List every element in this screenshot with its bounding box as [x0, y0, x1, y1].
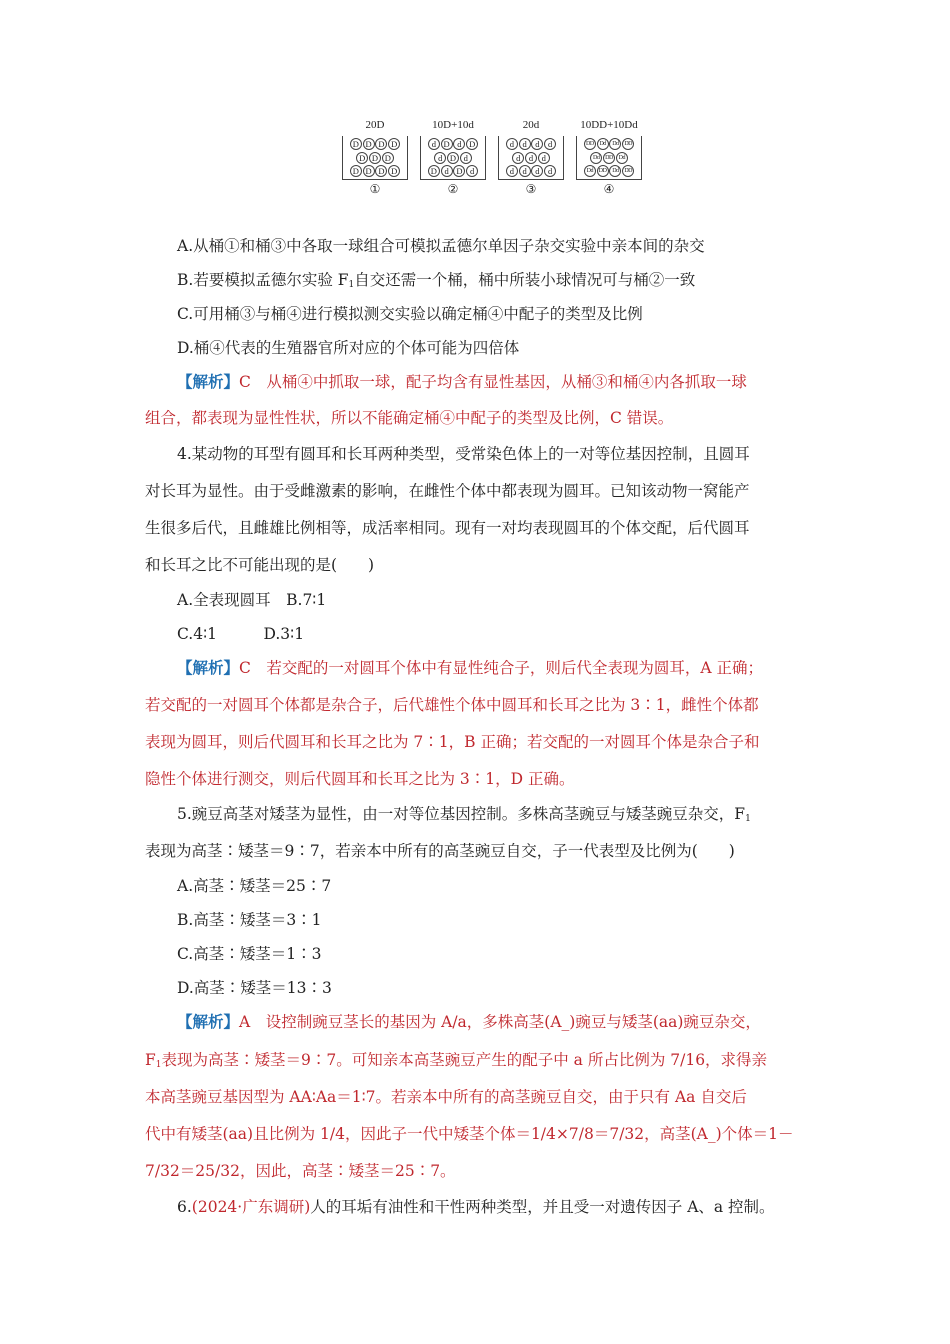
q3-option-c: C.可用桶③与桶④进行模拟测交实验以确定桶④中配子的类型及比例	[177, 305, 643, 323]
bucket-caption: 20d	[522, 119, 540, 131]
ball: d	[525, 152, 537, 164]
ball-row	[500, 152, 562, 166]
ball: d	[460, 152, 472, 164]
q5-answer-line-5: 7/32＝25/32，因此，高茎∶矮茎＝25∶7。	[145, 1162, 456, 1180]
ball: d	[531, 165, 543, 177]
ball: D	[375, 138, 387, 150]
q4-answer-line-1	[177, 658, 763, 678]
q4-answer-line-4: 隐性个体进行测交，则后代圆耳和长耳之比为 3∶1，D 正确。	[145, 770, 575, 788]
q3-option-b	[177, 270, 695, 295]
ball-row	[344, 138, 406, 152]
ball: D	[466, 138, 478, 150]
q6-stem-text: 人的耳垢有油性和干性两种类型，并且受一对遗传因子 A、a 控制。	[310, 1198, 775, 1216]
ball-row	[578, 165, 640, 179]
ball: DD	[597, 165, 609, 177]
subscript: 1	[348, 280, 355, 290]
ball: d	[512, 152, 524, 164]
ball-row	[500, 165, 562, 179]
bucket-caption: 10DD+10Dd	[580, 119, 638, 131]
q6-stem-line-1	[177, 1197, 775, 1217]
ball: D	[369, 152, 381, 164]
bucket-container	[498, 136, 564, 180]
q3-answer-text: C 从桶④中抓取一球，配子均含有显性基因，从桶③和桶④内各抓取一球	[239, 373, 747, 391]
ball: d	[538, 152, 550, 164]
q5-option-b: B.高茎∶矮茎＝3∶1	[177, 911, 322, 929]
subscript: 1	[745, 814, 751, 824]
q5-stem-line-2: 表现为高茎∶矮茎＝9∶7，若亲本中所有的高茎豌豆自交，子一代表型及比例为( )	[145, 842, 735, 860]
ball: d	[519, 138, 531, 150]
analysis-tag: 【解析】	[177, 372, 240, 391]
ball: d	[506, 165, 518, 177]
ball: d	[428, 138, 440, 150]
subscript: 1	[155, 1060, 162, 1070]
ball: d	[506, 138, 518, 150]
ball: Dd	[584, 165, 596, 177]
ball: Dd	[616, 152, 628, 164]
q4-answer-line-2: 若交配的一对圆耳个体都是杂合子，后代雄性个体中圆耳和长耳之比为 3∶1，雌性个体都	[145, 696, 759, 714]
bucket-container	[342, 136, 408, 180]
q3-answer-line-1	[177, 372, 747, 392]
ball: Dd	[609, 165, 621, 177]
ball: d	[453, 138, 465, 150]
q5-answer-line-4: 代中有矮茎(aa)且比例为 1/4，因此子一代中矮茎个体＝1/4×7/8＝7/32，高茎(A_)个体＝1－	[145, 1125, 794, 1143]
q4-stem-line-1: 4.某动物的耳型有圆耳和长耳两种类型，受常染色体上的一对等位基因控制，且圆耳	[177, 445, 750, 463]
q5-answer-line-3: 本高茎豌豆基因型为 AA∶Aa＝1∶7。若亲本中所有的高茎豌豆自交，由于只有 Aa 自交后	[145, 1088, 747, 1106]
q4-stem-line-3: 生很多后代，且雌雄比例相等，成活率相同。现有一对均表现圆耳的个体交配，后代圆耳	[145, 519, 750, 537]
q5-f1-label: F	[145, 1051, 156, 1069]
ball-row	[344, 152, 406, 166]
ball: D	[363, 165, 375, 177]
q4-answer-line-3: 表现为圆耳，则后代圆耳和长耳之比为 7∶1，B 正确；若交配的一对圆耳个体是杂合子和	[145, 733, 760, 751]
analysis-tag: 【解析】	[177, 1012, 240, 1031]
ball: Dd	[590, 152, 602, 164]
ball: D	[428, 165, 440, 177]
bucket-2	[420, 118, 486, 196]
bucket-number: ③	[525, 182, 537, 196]
bucket-4	[576, 118, 642, 196]
q5-option-a: A.高茎∶矮茎＝25∶7	[177, 877, 332, 895]
q3-option-b-post: 自交还需一个桶，桶中所装小球情况可与桶②一致	[354, 271, 696, 289]
ball: d	[544, 165, 556, 177]
analysis-tag: 【解析】	[177, 658, 240, 677]
ball: D	[453, 165, 465, 177]
ball: DD	[622, 165, 634, 177]
ball-row	[578, 138, 640, 152]
ball-row	[422, 165, 484, 179]
q5-option-c: C.高茎∶矮茎＝1∶3	[177, 945, 322, 963]
q5-answer-text: 表现为高茎∶矮茎＝9∶7。可知亲本高茎豌豆产生的配子中 a 所占比例为 7/16，求得亲	[161, 1051, 768, 1069]
q5-stem-line-1	[177, 804, 751, 829]
q6-number: 6.	[177, 1198, 192, 1216]
q5-answer-text: A 设控制豌豆茎长的基因为 A/a，多株高茎(A_)豌豆与矮茎(aa)豌豆杂交，	[239, 1013, 761, 1031]
ball: d	[466, 165, 478, 177]
bucket-number: ①	[369, 182, 381, 196]
bucket-caption: 20D	[365, 119, 385, 131]
q4-stem-line-4: 和长耳之比不可能出现的是( )	[145, 556, 375, 574]
ball: DD	[622, 138, 634, 150]
q3-option-d: D.桶④代表的生殖器官所对应的个体可能为四倍体	[177, 339, 520, 357]
q3-option-b-pre: B.若要模拟孟德尔实验 F	[177, 271, 349, 289]
bucket-container	[576, 136, 642, 180]
ball: D	[356, 152, 368, 164]
q5-option-d: D.高茎∶矮茎＝13∶3	[177, 979, 332, 997]
ball: D	[382, 152, 394, 164]
q3-option-a: A.从桶①和桶③中各取一球组合可模拟孟德尔单因子杂交实验中亲本间的杂交	[177, 237, 705, 255]
ball: d	[544, 138, 556, 150]
ball-row	[422, 138, 484, 152]
bucket-3	[498, 118, 564, 196]
ball: DD	[603, 152, 615, 164]
q5-stem-text: 5.豌豆高茎对矮茎为显性，由一对等位基因控制。多株高茎豌豆与矮茎豌豆杂交，	[177, 805, 735, 823]
q4-options-row-1: A.全表现圆耳 B.7∶1	[177, 591, 327, 609]
bucket-container	[420, 136, 486, 180]
ball: D	[388, 138, 400, 150]
q5-answer-line-2	[145, 1050, 767, 1075]
ball-row	[500, 138, 562, 152]
ball: Dd	[597, 138, 609, 150]
q4-answer-text: C 若交配的一对圆耳个体中有显性纯合子，则后代全表现为圆耳，A 正确；	[239, 659, 763, 677]
ball: D	[447, 152, 459, 164]
ball: D	[350, 165, 362, 177]
ball: D	[388, 165, 400, 177]
bucket-number: ④	[603, 182, 615, 196]
q3-answer-line-2: 组合，都表现为显性性状，所以不能确定桶④中配子的类型及比例，C 错误。	[145, 409, 674, 427]
q4-options-row-2: C.4∶1 D.3∶1	[177, 625, 305, 643]
q5-answer-line-1	[177, 1012, 761, 1032]
ball: D	[441, 138, 453, 150]
bucket-1	[342, 118, 408, 196]
q6-source: (2024·广东调研)	[191, 1198, 311, 1216]
ball: D	[350, 138, 362, 150]
ball-row	[344, 165, 406, 179]
ball: D	[363, 138, 375, 150]
ball: d	[531, 138, 543, 150]
ball: Dd	[609, 138, 621, 150]
bucket-caption: 10D+10d	[432, 119, 474, 131]
bucket-number: ②	[447, 182, 459, 196]
ball: d	[441, 165, 453, 177]
bucket-figure	[330, 118, 650, 218]
ball-row	[578, 152, 640, 166]
ball: DD	[584, 138, 596, 150]
ball: d	[434, 152, 446, 164]
q5-f1-label: F	[734, 805, 746, 823]
ball: d	[519, 165, 531, 177]
ball: D	[375, 165, 387, 177]
q4-stem-line-2: 对长耳为显性。由于受雌激素的影响，在雌性个体中都表现为圆耳。已知该动物一窝能产	[145, 482, 750, 500]
ball-row	[422, 152, 484, 166]
